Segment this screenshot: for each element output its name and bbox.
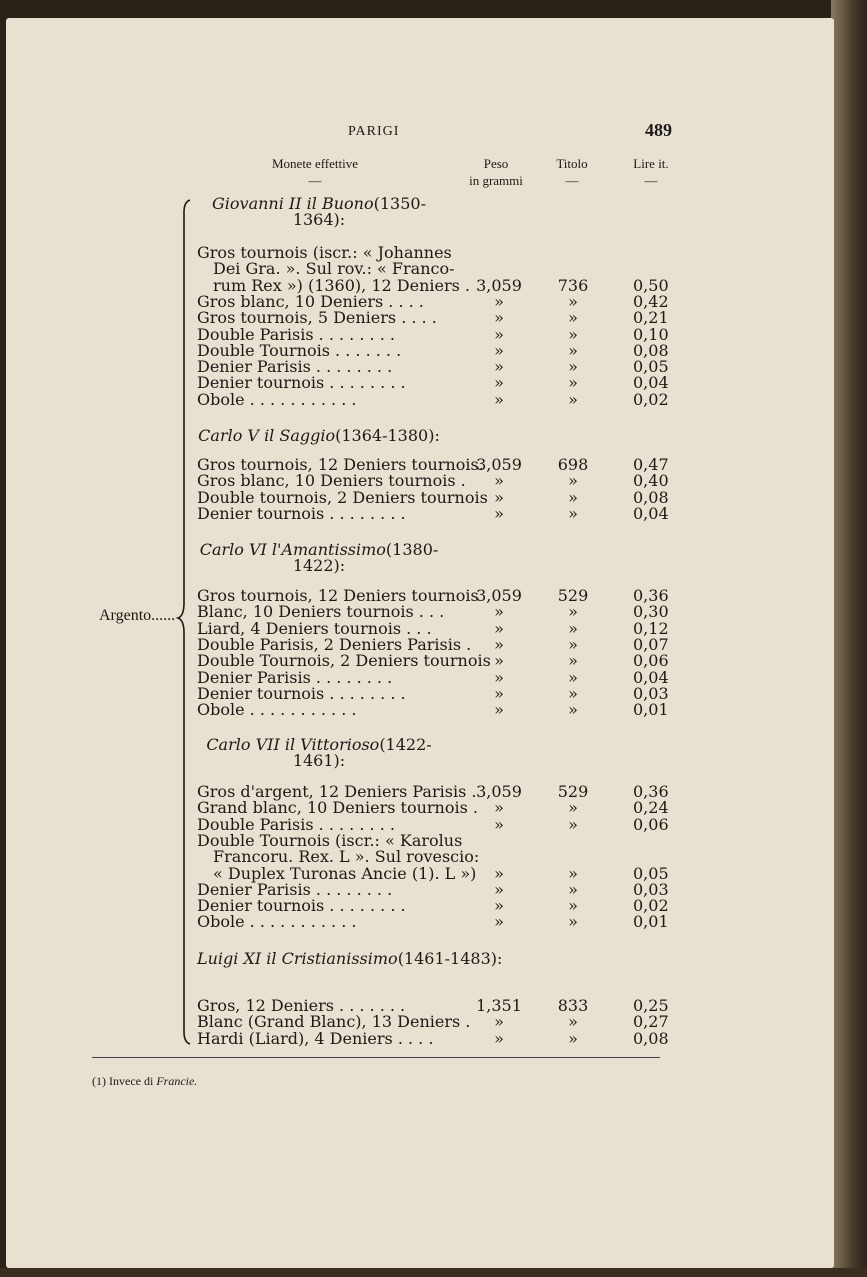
coin-name: Gros tournois, 12 Deniers tournois — [197, 586, 479, 605]
coin-weight: » — [494, 912, 504, 932]
coin-weight: 3,059 — [476, 586, 522, 605]
coin-name: Grand blanc, 10 Deniers tournois . — [197, 798, 478, 818]
coin-value-lire: 0,04 — [633, 667, 669, 687]
coin-value-lire: 0,05 — [633, 863, 669, 883]
coin-fineness: » — [568, 340, 578, 360]
col-header-lire: Lire it. — — [633, 156, 669, 188]
coin-name: Blanc, 10 Deniers tournois . . . — [197, 602, 445, 622]
coin-value-lire: 0,03 — [633, 879, 669, 899]
coin-value-lire: 0,01 — [633, 912, 669, 932]
coin-name: Blanc (Grand Blanc), 13 Deniers . — [197, 1012, 471, 1032]
reign-name: Giovanni II il Buono — [212, 194, 374, 213]
running-title: PARIGI — [348, 124, 400, 139]
coin-name: Denier tournois . . . . . . . . — [197, 896, 406, 916]
coin-weight: » — [494, 618, 504, 638]
coin-weight: » — [494, 602, 504, 622]
coin-weight: » — [494, 373, 504, 393]
coin-value-lire: 0,04 — [633, 373, 669, 393]
coin-fineness: » — [568, 618, 578, 638]
coin-name: Double Tournois . . . . . . . — [197, 340, 402, 360]
coin-name: Double Tournois (iscr.: « Karolus — [197, 830, 463, 850]
coin-weight: » — [494, 700, 504, 720]
coin-value-lire: 0,06 — [633, 651, 669, 671]
coin-name: Denier tournois . . . . . . . . — [197, 373, 406, 393]
reign-dates-cont: 1461): — [292, 751, 346, 771]
coin-value-lire: 0,08 — [633, 340, 669, 360]
coin-weight: » — [494, 667, 504, 687]
coin-fineness: » — [568, 814, 578, 834]
page-number: 489 — [645, 120, 672, 140]
coin-name: Gros tournois, 12 Deniers tournois. — [197, 455, 484, 474]
coin-name: Denier tournois . . . . . . . . — [197, 683, 406, 703]
reign-dates-cont: 1422): — [292, 556, 346, 576]
coin-fineness: » — [568, 389, 578, 409]
coin-weight: » — [494, 487, 504, 507]
coin-weight: » — [494, 503, 504, 523]
coin-fineness: » — [568, 324, 578, 344]
coin-weight: » — [494, 471, 504, 491]
reign-heading-line — [197, 428, 441, 444]
coin-name: Double Parisis . . . . . . . . — [197, 814, 395, 834]
coin-value-lire: 0,03 — [633, 683, 669, 703]
coin-weight: 3,059 — [476, 275, 522, 295]
coin-name: Gros tournois (iscr.: « Johannes — [197, 243, 452, 262]
coin-weight: 3,059 — [476, 782, 522, 801]
coin-name: Gros tournois, 5 Deniers . . . . — [197, 308, 437, 328]
coin-value-lire: 0,50 — [633, 275, 669, 295]
coin-value-lire: 0,21 — [633, 308, 669, 328]
coin-weight: » — [494, 879, 504, 899]
coin-name: Hardi (Liard), 4 Deniers . . . . — [197, 1028, 434, 1048]
coin-name: Dei Gra. ». Sul rov.: « Franco- — [213, 259, 455, 279]
coin-name: Double Parisis, 2 Deniers Parisis . — [197, 634, 472, 654]
coin-weight: » — [494, 651, 504, 671]
coin-fineness: » — [568, 487, 578, 507]
coin-name: Double tournois, 2 Deniers tournois — [197, 487, 488, 507]
coin-value-lire: 0,27 — [633, 1012, 669, 1032]
coin-value-lire: 0,02 — [633, 896, 669, 916]
reign-heading — [197, 428, 441, 444]
coin-weight: » — [494, 896, 504, 916]
coin-fineness: 833 — [557, 996, 589, 1015]
coin-weight: » — [494, 340, 504, 360]
coin-value-lire: 0,04 — [633, 503, 669, 523]
coin-fineness: » — [568, 503, 578, 523]
metal-label-argento: Argento...... — [99, 607, 176, 624]
reign-name: Luigi XI il Cristianissimo — [197, 949, 398, 968]
coin-fineness: 698 — [557, 455, 589, 474]
coin-name: Denier tournois . . . . . . . . — [197, 503, 406, 523]
coin-weight: » — [494, 1028, 504, 1048]
reign-heading — [197, 542, 441, 575]
coin-name: Obole . . . . . . . . . . . — [197, 700, 357, 720]
reign-dates: (1350- — [373, 194, 426, 213]
coin-weight: » — [494, 863, 504, 883]
coin-name: Liard, 4 Deniers tournois . . . — [197, 618, 432, 638]
coin-value-lire: 0,12 — [633, 618, 669, 638]
col-header-fineness: Titolo — — [556, 156, 588, 188]
coin-value-lire: 0,05 — [633, 357, 669, 377]
reign-name: Carlo V il Saggio — [198, 426, 336, 445]
reign-heading — [197, 949, 503, 968]
coin-fineness: » — [568, 291, 578, 311]
coin-value-lire: 0,01 — [633, 700, 669, 720]
coin-fineness: » — [568, 798, 578, 818]
coin-value-lire: 0,08 — [633, 1028, 669, 1048]
reign-heading — [197, 196, 441, 229]
coin-fineness: » — [568, 896, 578, 916]
coin-name: Denier Parisis . . . . . . . . — [197, 879, 393, 899]
coin-fineness: » — [568, 683, 578, 703]
coin-fineness: » — [568, 373, 578, 393]
coin-name: rum Rex ») (1360), 12 Deniers . — [213, 275, 470, 295]
coin-name: Gros blanc, 10 Deniers tournois . — [197, 471, 466, 491]
coin-name: Double Tournois, 2 Deniers tournois — [197, 651, 491, 671]
coin-value-lire: 0,30 — [633, 602, 669, 622]
coin-fineness: » — [568, 863, 578, 883]
reign-dates-cont: 1364): — [292, 210, 346, 230]
coin-weight: » — [494, 357, 504, 377]
coin-fineness: » — [568, 1012, 578, 1032]
coin-weight: » — [494, 389, 504, 409]
book-spine — [831, 0, 867, 1277]
coin-value-lire: 0,24 — [633, 798, 669, 818]
coin-name: Obole . . . . . . . . . . . — [197, 389, 357, 409]
coin-fineness: 736 — [557, 275, 589, 295]
coin-weight: » — [494, 291, 504, 311]
reign-dates: (1422- — [379, 735, 432, 754]
coin-fineness: » — [568, 667, 578, 687]
coin-name: Denier Parisis . . . . . . . . — [197, 357, 393, 377]
coin-weight: » — [494, 324, 504, 344]
footnote: (1) Invece di Francie. — [92, 1074, 198, 1088]
reign-dates: (1380- — [385, 540, 439, 559]
coin-name: Gros, 12 Deniers . . . . . . . — [197, 996, 406, 1015]
reign-heading-line — [197, 949, 503, 968]
coin-fineness: » — [568, 700, 578, 720]
coin-value-lire: 0,40 — [633, 471, 669, 491]
col-header-coin: Monete effettive — — [271, 156, 359, 188]
section-brace — [176, 198, 194, 1046]
coin-name: Double Parisis . . . . . . . . — [197, 324, 395, 344]
coin-fineness: » — [568, 357, 578, 377]
coin-value-lire: 0,02 — [633, 389, 669, 409]
coin-fineness: 529 — [557, 782, 589, 801]
coin-value-lire: 0,47 — [633, 455, 669, 474]
coin-fineness: » — [568, 634, 578, 654]
coin-weight: » — [494, 814, 504, 834]
coin-weight: » — [494, 308, 504, 328]
coin-value-lire: 0,08 — [633, 487, 669, 507]
coin-fineness: » — [568, 471, 578, 491]
coin-weight: 3,059 — [476, 455, 522, 474]
coin-value-lire: 0,25 — [633, 996, 669, 1015]
coin-name: Gros d'argent, 12 Deniers Parisis . — [197, 782, 477, 801]
coin-name: Francoru. Rex. L ». Sul rovescio: — [213, 847, 480, 867]
coin-weight: 1,351 — [476, 996, 522, 1015]
coin-value-lire: 0,10 — [633, 324, 669, 344]
col-header-weight: Peso in grammi — [469, 156, 523, 188]
reign-dates: (1364-1380): — [335, 426, 440, 445]
coin-value-lire: 0,42 — [633, 291, 669, 311]
footnote-rule — [92, 1057, 660, 1058]
coin-fineness: » — [568, 912, 578, 932]
coin-fineness: » — [568, 879, 578, 899]
reign-heading — [197, 737, 441, 770]
coin-weight: » — [494, 683, 504, 703]
coin-value-lire: 0,06 — [633, 814, 669, 834]
coin-name: Gros blanc, 10 Deniers . . . . — [197, 291, 424, 311]
coin-name: Denier Parisis . . . . . . . . — [197, 667, 393, 687]
coin-name: Obole . . . . . . . . . . . — [197, 912, 357, 932]
coin-fineness: » — [568, 1028, 578, 1048]
reign-dates: (1461-1483): — [397, 949, 503, 968]
coin-fineness: 529 — [557, 586, 589, 605]
coin-name: « Duplex Turonas Ancie (1). L ») — [213, 863, 477, 883]
coin-fineness: » — [568, 602, 578, 622]
coin-weight: » — [494, 1012, 504, 1032]
reign-name: Carlo VII il Vittorioso — [206, 735, 380, 754]
page-bottom-edge — [0, 1268, 867, 1277]
reign-name: Carlo VI l'Amantissimo — [199, 540, 386, 559]
coin-fineness: » — [568, 308, 578, 328]
coin-weight: » — [494, 798, 504, 818]
coin-weight: » — [494, 634, 504, 654]
coin-fineness: » — [568, 651, 578, 671]
coin-value-lire: 0,36 — [633, 782, 669, 801]
coin-value-lire: 0,36 — [633, 586, 669, 605]
coin-value-lire: 0,07 — [633, 634, 669, 654]
